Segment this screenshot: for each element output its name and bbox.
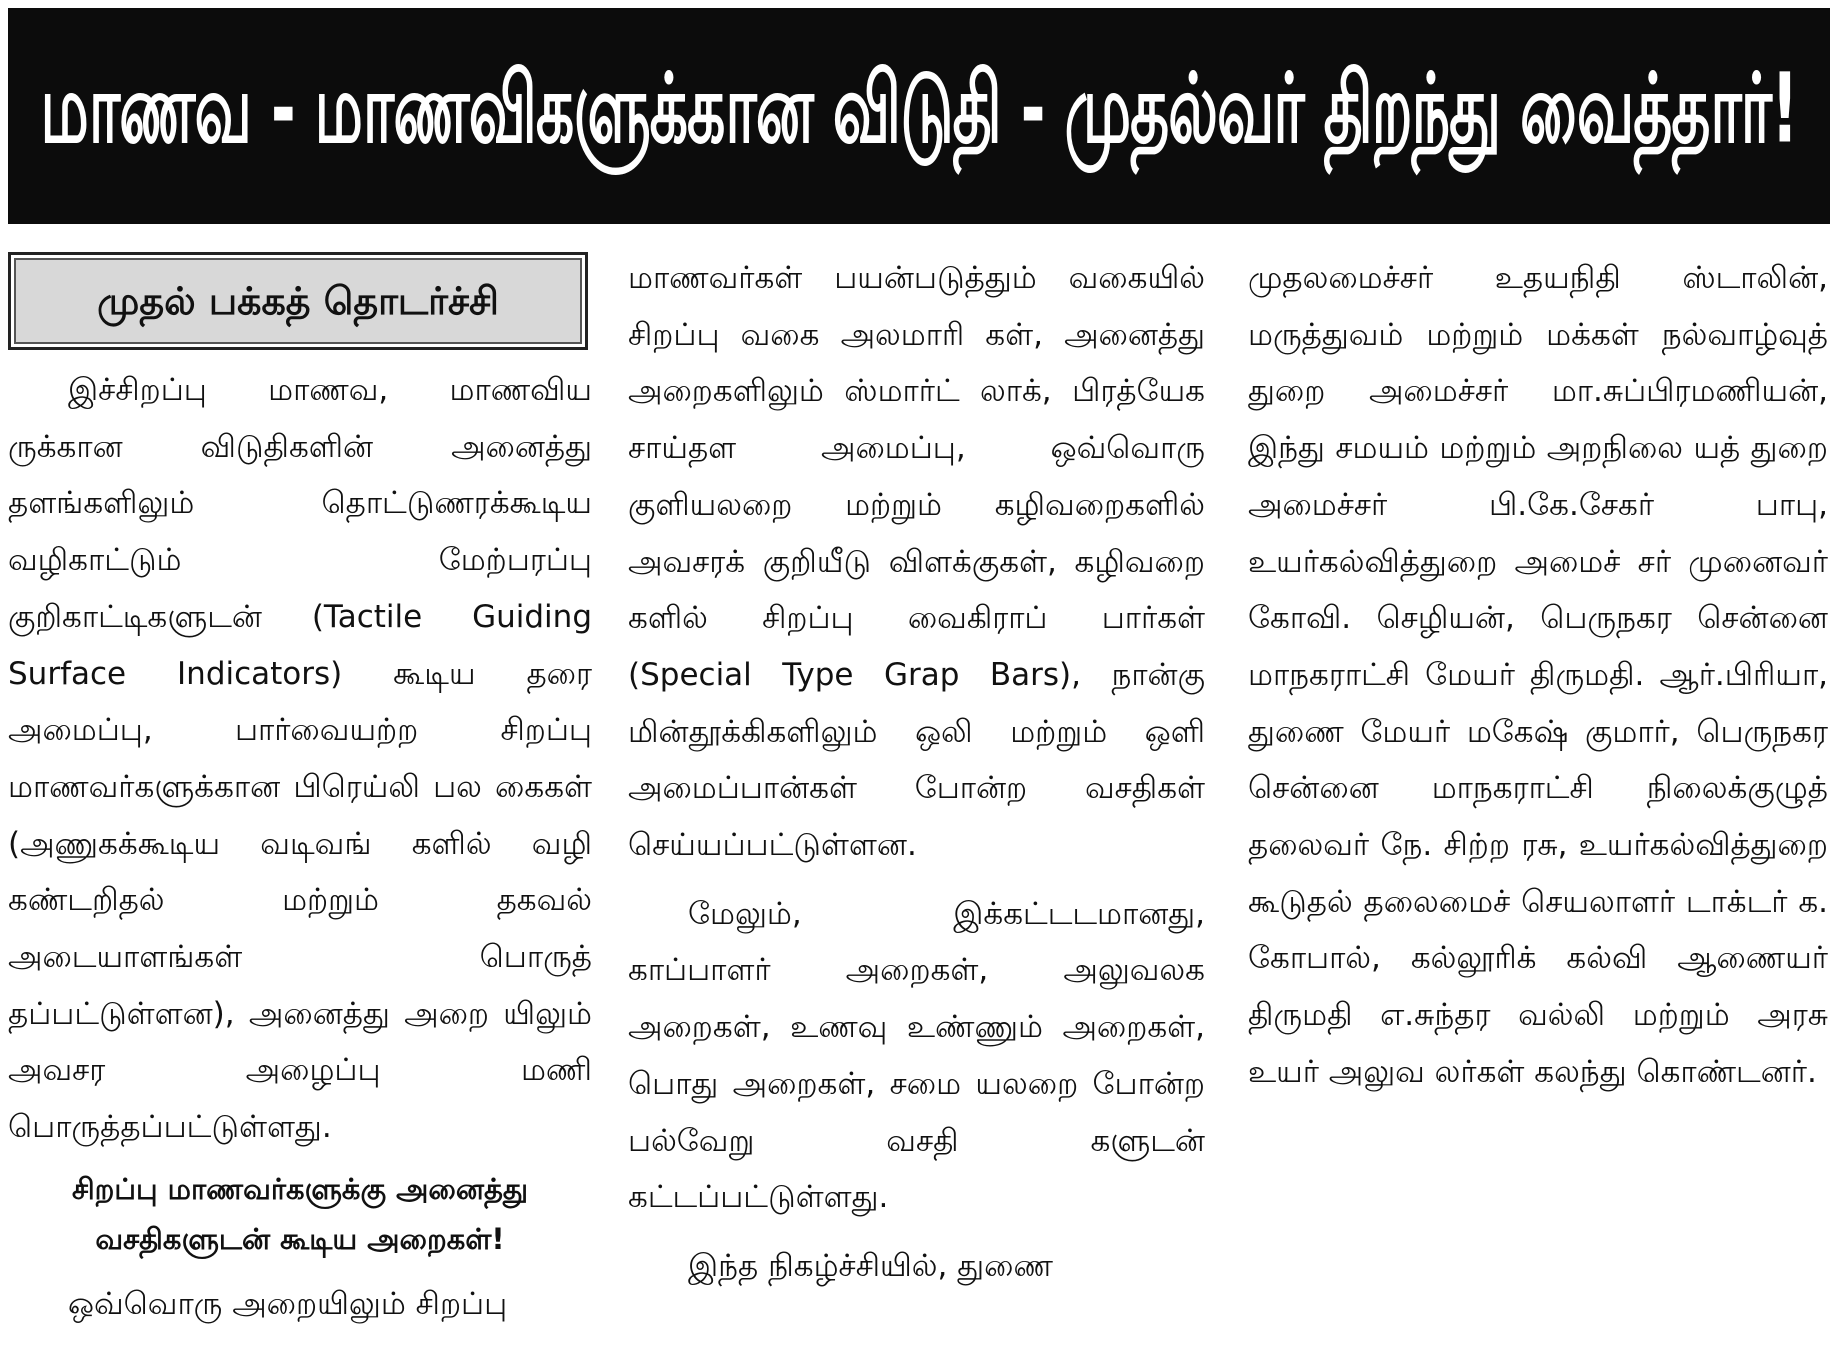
headline-banner [8, 8, 1830, 224]
headline: மாணவ - மாணவிகளுக்கான விடுதி - முதல்வர் திறந்து வைத்தார்! [40, 53, 1798, 166]
article-column-2 [628, 250, 1205, 1348]
article-paragraph: இச்சிறப்பு மாணவ, மாணவிய ருக்கான விடுதிகளின் அனைத்து தளங்களிலும் தொட்டுணரக்கூடிய வழிகாட்டும் மேற்பரப்பு குறிகாட்டிகளுடன் (Tactile Guiding Surface Indicators) கூடிய தரை அமைப்பு, பார்வையற்ற சிறப்பு மாணவர்களுக்கான பிரெய்லி பல கைகள் (அணுகக்கூடிய வடிவங் களில் வழி கண்டறிதல் மற்றும் தகவல் அடையாளங்கள் பொருத் தப்பட்டுள்ளன), அனைத்து அறை யிலும் அவசர அழைப்பு மணி பொருத்தப்பட்டுள்ளது. [8, 372, 592, 1146]
subheading: சிறப்பு மாணவர்களுக்கு அனைத்து வசதிகளுடன் கூடிய அறைகள்! [71, 1171, 529, 1256]
article-column-1 [8, 250, 592, 1348]
article-paragraph: இந்த நிகழ்ச்சியில், துணை [688, 1247, 1053, 1284]
article-paragraph: ஒவ்வொரு அறையிலும் சிறப்பு [68, 1285, 508, 1322]
continuation-label: முதல் பக்கத் தொடர்ச்சி [97, 278, 499, 323]
article-paragraph: முதலமைச்சர் உதயநிதி ஸ்டாலின், மருத்துவம் மற்றும் மக்கள் நல்வாழ்வுத் துறை அமைச்சர் மா.சுப்பிரமணியன், இந்து சமயம் மற்றும் அறநிலை யத் துறை அமைச்சர் பி.கே.சேகர் பாபு, உயர்கல்வித்துறை அமைச் சர் முனைவர் கோவி. செழியன், பெருநகர சென்னை மாநகராட்சி மேயர் திருமதி. ஆர்.பிரியா, துணை மேயர் மகேஷ் குமார், பெருநகர சென்னை மாநகராட்சி நிலைக்குழுத் தலைவர் நே. சிற்ற ரசு, உயர்கல்வித்துறை கூடுதல் தலைமைச் செயலாளர் டாக்டர் க. கோபால், கல்லூரிக் கல்வி ஆணையர் திருமதி எ.சுந்தர வல்லி மற்றும் அரசு உயர் அலுவ லர்கள் கலந்து கொண்டனர். [1248, 260, 1828, 1090]
article-paragraph: மேலும், இக்கட்டடமானது, காப்பாளர் அறைகள், அலுவலக அறைகள், உணவு உண்ணும் அறைகள், பொது அறைகள், சமை யலறை போன்ற பல்வேறு வசதி களுடன் கட்டப்பட்டுள்ளது. [628, 895, 1205, 1216]
continuation-box [8, 252, 588, 350]
article-column-3 [1248, 250, 1828, 1348]
article-paragraph: மாணவர்கள் பயன்படுத்தும் வகையில் சிறப்பு வகை அலமாரி கள், அனைத்து அறைகளிலும் ஸ்மார்ட் லாக், பிரத்யேக சாய்தள அமைப்பு, ஒவ்வொரு குளியலறை மற்றும் கழிவறைகளில் அவசரக் குறியீடு விளக்குகள், கழிவறை களில் சிறப்பு வைகிராப் பார்கள் (Special Type Grap Bars), நான்கு மின்தூக்கிகளிலும் ஒலி மற்றும் ஒளி அமைப்பான்கள் போன்ற வசதிகள் செய்யப்பட்டுள்ளன. [628, 260, 1205, 864]
